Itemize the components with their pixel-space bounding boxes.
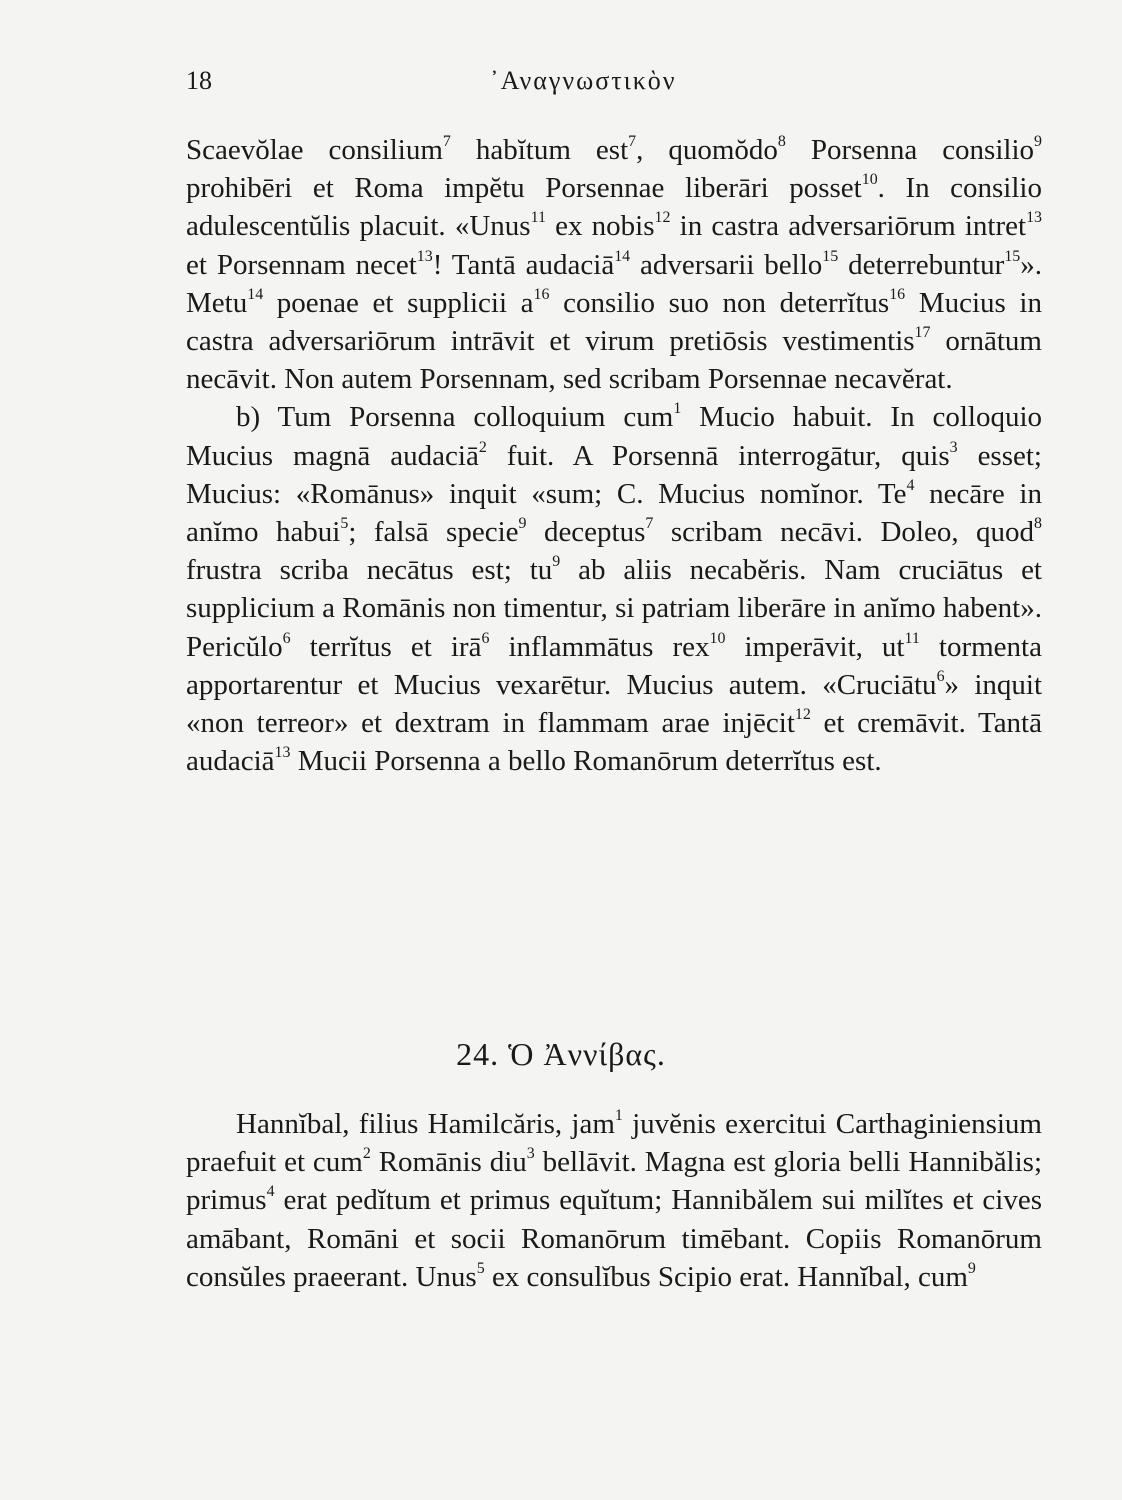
text-run: » inquit «non terreor» et dextram in flammam arae injēcit bbox=[186, 668, 1043, 740]
text-run: necāre in anĭmo habui bbox=[186, 477, 1042, 549]
footnote-ref: 13 bbox=[416, 247, 433, 265]
text-run: Porsenna consilio bbox=[785, 134, 1035, 166]
text-run: erat pedĭtum et primus equĭtum; Hannibălem sui milĭtes et cives amābant, Romāni et socii Romanōrum timēbant. Copiis Romanōrum consŭles praeerant. Unus bbox=[186, 1184, 1042, 1293]
footnote-ref: 11 bbox=[904, 629, 920, 647]
text-run: inflammātus rex bbox=[489, 630, 710, 663]
text-run: esset; Mucius: «Romānus» inquit «sum; C. Mucius nomĭnor. Te bbox=[186, 439, 1042, 510]
text-run: consilio suo non deterrĭtus bbox=[549, 286, 890, 319]
text-run: juvĕnis exercitui Carthaginiensium praefuit et cum bbox=[186, 1108, 1042, 1179]
text-run: adversarii bello bbox=[630, 248, 823, 281]
text-run: Mucii Porsenna a bello Romanōrum deterrĭtus est. bbox=[290, 745, 882, 778]
footnote-ref: 4 bbox=[906, 476, 915, 494]
footnote-ref: 8 bbox=[1034, 514, 1042, 532]
text-run: ornātum necāvit. Non autem Porsennam, sed scribam Porsennae necavĕrat. bbox=[186, 325, 1042, 396]
footnote-ref: 5 bbox=[476, 1259, 485, 1277]
text-run: deterrebuntur bbox=[838, 248, 1005, 281]
text-run: imperāvit, ut bbox=[725, 630, 905, 663]
footnote-ref: 9 bbox=[518, 514, 527, 532]
footnote-ref: 13 bbox=[274, 744, 291, 762]
text-run: et Porsennam necet bbox=[186, 248, 417, 281]
footnote-ref: 1 bbox=[614, 1106, 623, 1124]
footnote-ref: 12 bbox=[654, 209, 671, 227]
footnote-ref: 12 bbox=[794, 706, 811, 723]
text-run: . In consilio adulescentŭlis placuit. «Unus bbox=[186, 172, 1042, 243]
text-run: ex consulĭbus Scipio erat. Hannĭbal, cum bbox=[484, 1260, 968, 1293]
footnote-ref: 7 bbox=[628, 132, 637, 150]
footnote-ref: 11 bbox=[530, 209, 546, 227]
footnote-ref: 14 bbox=[614, 247, 631, 265]
section-a-text bbox=[186, 131, 1042, 780]
text-run: bellāvit. Magna est gloria belli Hannibălis; primus bbox=[186, 1146, 1043, 1217]
section-heading: 24. Ὁ Ἀννίβας. bbox=[456, 1036, 666, 1072]
text-run: Mucius in castra adversariōrum intrāvit et virum pretiōsis vestimentis bbox=[186, 286, 1042, 358]
running-title: ᾿Αναγνωστικὸν bbox=[490, 66, 677, 95]
text-run: ab aliis necabĕris. Nam cruciātus et supplicium a Romānis non timentur, si patriam liberāre in anĭmo habent». Pericŭlo bbox=[186, 554, 1042, 663]
text-run: poenae et supplicii a bbox=[263, 286, 534, 319]
text-run: et cremāvit. Tantā audaciā bbox=[186, 707, 1042, 778]
footnote-ref: 9 bbox=[552, 553, 561, 571]
text-run: Scaevŏlae consilium bbox=[186, 134, 443, 166]
text-run: frustra scriba necātus est; tu bbox=[186, 554, 553, 587]
footnote-ref: 10 bbox=[861, 171, 878, 189]
footnote-ref: 17 bbox=[914, 323, 931, 341]
footnote-ref: 1 bbox=[673, 400, 682, 418]
footnote-ref: 7 bbox=[645, 514, 654, 532]
text-run: terrĭtus et irā bbox=[290, 630, 482, 663]
page-header bbox=[186, 66, 1036, 106]
footnote-ref: 3 bbox=[949, 438, 958, 456]
section-b-text bbox=[186, 1105, 1042, 1296]
text-run: Romānis diu bbox=[370, 1146, 527, 1179]
footnote-ref: 6 bbox=[936, 667, 945, 685]
text-run: ; falsā specie bbox=[348, 516, 519, 549]
text-run: , quomŏdo bbox=[636, 134, 778, 166]
footnote-ref: 6 bbox=[481, 629, 490, 647]
footnote-ref: 7 bbox=[442, 132, 451, 150]
footnote-ref: 9 bbox=[967, 1259, 976, 1277]
text-run: deceptus bbox=[526, 516, 646, 549]
footnote-ref: 2 bbox=[478, 438, 487, 456]
text-run: ». Metu bbox=[186, 248, 1042, 319]
footnote-ref: 5 bbox=[340, 514, 349, 532]
footnote-ref: 6 bbox=[282, 629, 291, 647]
footnote-ref: 16 bbox=[889, 285, 906, 303]
page-number: 18 bbox=[186, 66, 212, 95]
paragraph bbox=[186, 131, 1042, 398]
text-run: ! Tantā audaciā bbox=[432, 248, 615, 281]
text-run: ex nobis bbox=[545, 210, 655, 243]
text-run: b) Tum Porsenna colloquium cum bbox=[236, 401, 674, 434]
text-run: prohibēri et Roma impĕtu Porsennae liberāri posset bbox=[186, 172, 862, 205]
text-run: scribam necāvi. Doleo, quod bbox=[653, 516, 1035, 549]
text-run: Mucio habuit. In colloquio Mucius magnā audaciā bbox=[186, 401, 1043, 472]
text-run: tormenta apportarentur et Mucius vexarētur. Mucius autem. «Cruciātu bbox=[186, 630, 1042, 701]
text-run: fuit. A Porsennā interrogātur, quis bbox=[486, 439, 950, 472]
paragraph bbox=[186, 398, 1042, 780]
footnote-ref: 4 bbox=[266, 1183, 275, 1201]
text-run: habĭtum est bbox=[450, 134, 629, 166]
footnote-ref: 16 bbox=[533, 285, 550, 303]
footnote-ref: 13 bbox=[1026, 209, 1042, 227]
footnote-ref: 10 bbox=[709, 629, 726, 647]
text-run: in castra adversariōrum intret bbox=[670, 210, 1027, 243]
footnote-ref: 8 bbox=[777, 132, 786, 150]
footnote-ref: 14 bbox=[247, 285, 264, 303]
footnote-ref: 15 bbox=[1004, 247, 1021, 265]
footnote-ref: 15 bbox=[822, 247, 839, 265]
text-run: Hannĭbal, filius Hamilcăris, jam bbox=[236, 1108, 615, 1140]
footnote-ref: 2 bbox=[362, 1145, 371, 1163]
paragraph bbox=[186, 1105, 1042, 1296]
footnote-ref: 3 bbox=[526, 1145, 535, 1163]
footnote-ref: 9 bbox=[1034, 132, 1042, 150]
